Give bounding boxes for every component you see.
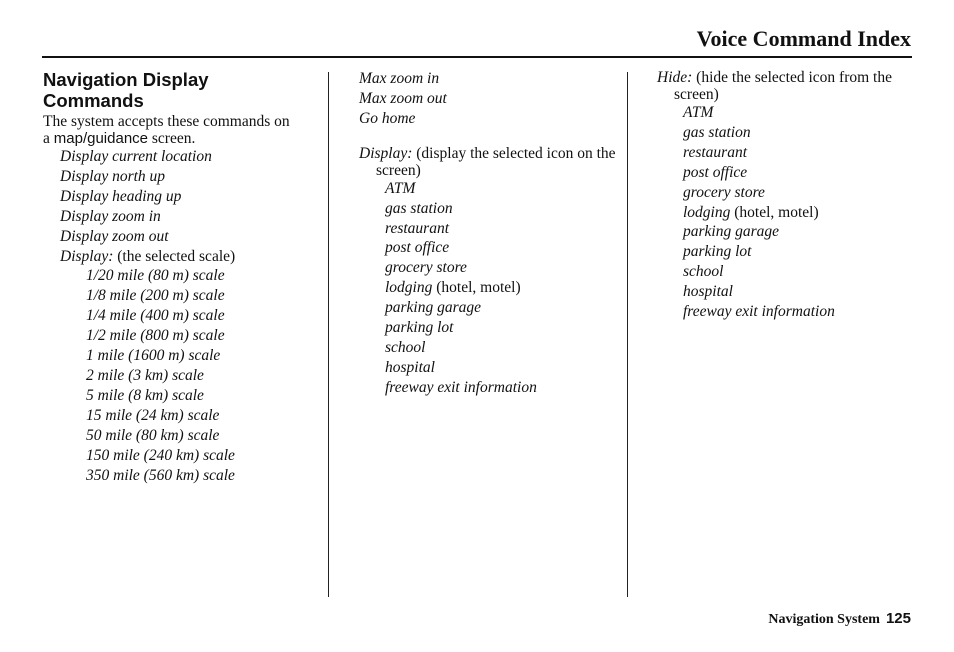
icon-item: restaurant [683,143,748,161]
icon-item: hospital [683,283,733,301]
icon-item: school [683,263,724,281]
icon-item: lodging (hotel, motel) [683,203,819,221]
column-3 [657,69,913,322]
icon-item: ATM [385,179,416,197]
icon-item: lodging (hotel, motel) [385,279,521,297]
header-rule [42,56,912,58]
column-divider-2 [627,72,628,597]
icon-item: gas station [683,123,751,141]
icon-item: restaurant [385,219,450,237]
column-2 [359,69,617,398]
page-footer [768,610,911,628]
scale-item: 2 mile (3 km) scale [86,366,204,384]
scale-item: 15 mile (24 km) scale [86,406,220,424]
scale-item: 150 mile (240 km) scale [86,446,235,464]
command-item: Go home [359,109,416,127]
column-1 [43,69,323,485]
footer-label: Navigation System [768,612,880,627]
icon-item: post office [385,239,450,257]
icon-item: parking garage [683,223,780,241]
command-item: Display current location [60,148,212,165]
icon-item: hospital [385,358,435,376]
icon-item: grocery store [683,183,765,201]
scale-item: 5 mile (8 km) scale [86,386,204,404]
command-item: Display heading up [60,187,182,205]
section-heading-line-1: Navigation Display [43,69,209,90]
scale-item: 1 mile (1600 m) scale [86,347,221,365]
icon-item: school [385,338,426,356]
command-item: Display zoom out [60,227,169,245]
command-item: Max zoom in [359,70,440,87]
icon-item: freeway exit information [385,378,537,396]
display-scale-command: Display: (the selected scale) [60,247,236,265]
column-divider-1 [328,72,329,597]
scale-item: 350 mile (560 km) scale [86,466,235,484]
icon-item: parking garage [385,299,482,317]
command-item: Max zoom out [359,89,447,107]
page-number: 125 [885,610,911,627]
icon-item: gas station [385,199,453,217]
hide-icon-command: Hide: (hide the selected icon from the screen) [657,69,892,103]
icon-item: freeway exit information [683,303,835,321]
icon-item: parking lot [683,243,752,261]
scale-item: 1/8 mile (200 m) scale [86,287,225,305]
command-item: Display north up [60,167,166,185]
icon-item: ATM [683,104,714,121]
icon-item: post office [683,163,748,181]
command-item: Display zoom in [60,207,161,225]
scale-item: 1/20 mile (80 m) scale [86,267,225,285]
scale-item: 1/2 mile (800 m) scale [86,327,225,345]
page-title: Voice Command Index [696,26,911,51]
screen-name: map/guidance [53,130,148,147]
scale-item: 1/4 mile (400 m) scale [86,307,225,325]
intro-text-line-1: The system accepts these commands on [43,113,290,130]
section-heading-line-2: Commands [43,90,144,111]
intro-text-line-2: a map/guidance screen. [43,130,196,147]
scale-item: 50 mile (80 km) scale [86,426,220,444]
icon-item: grocery store [385,259,467,277]
display-icon-command: Display: (display the selected icon on the screen) [359,144,616,179]
icon-item: parking lot [385,319,454,337]
